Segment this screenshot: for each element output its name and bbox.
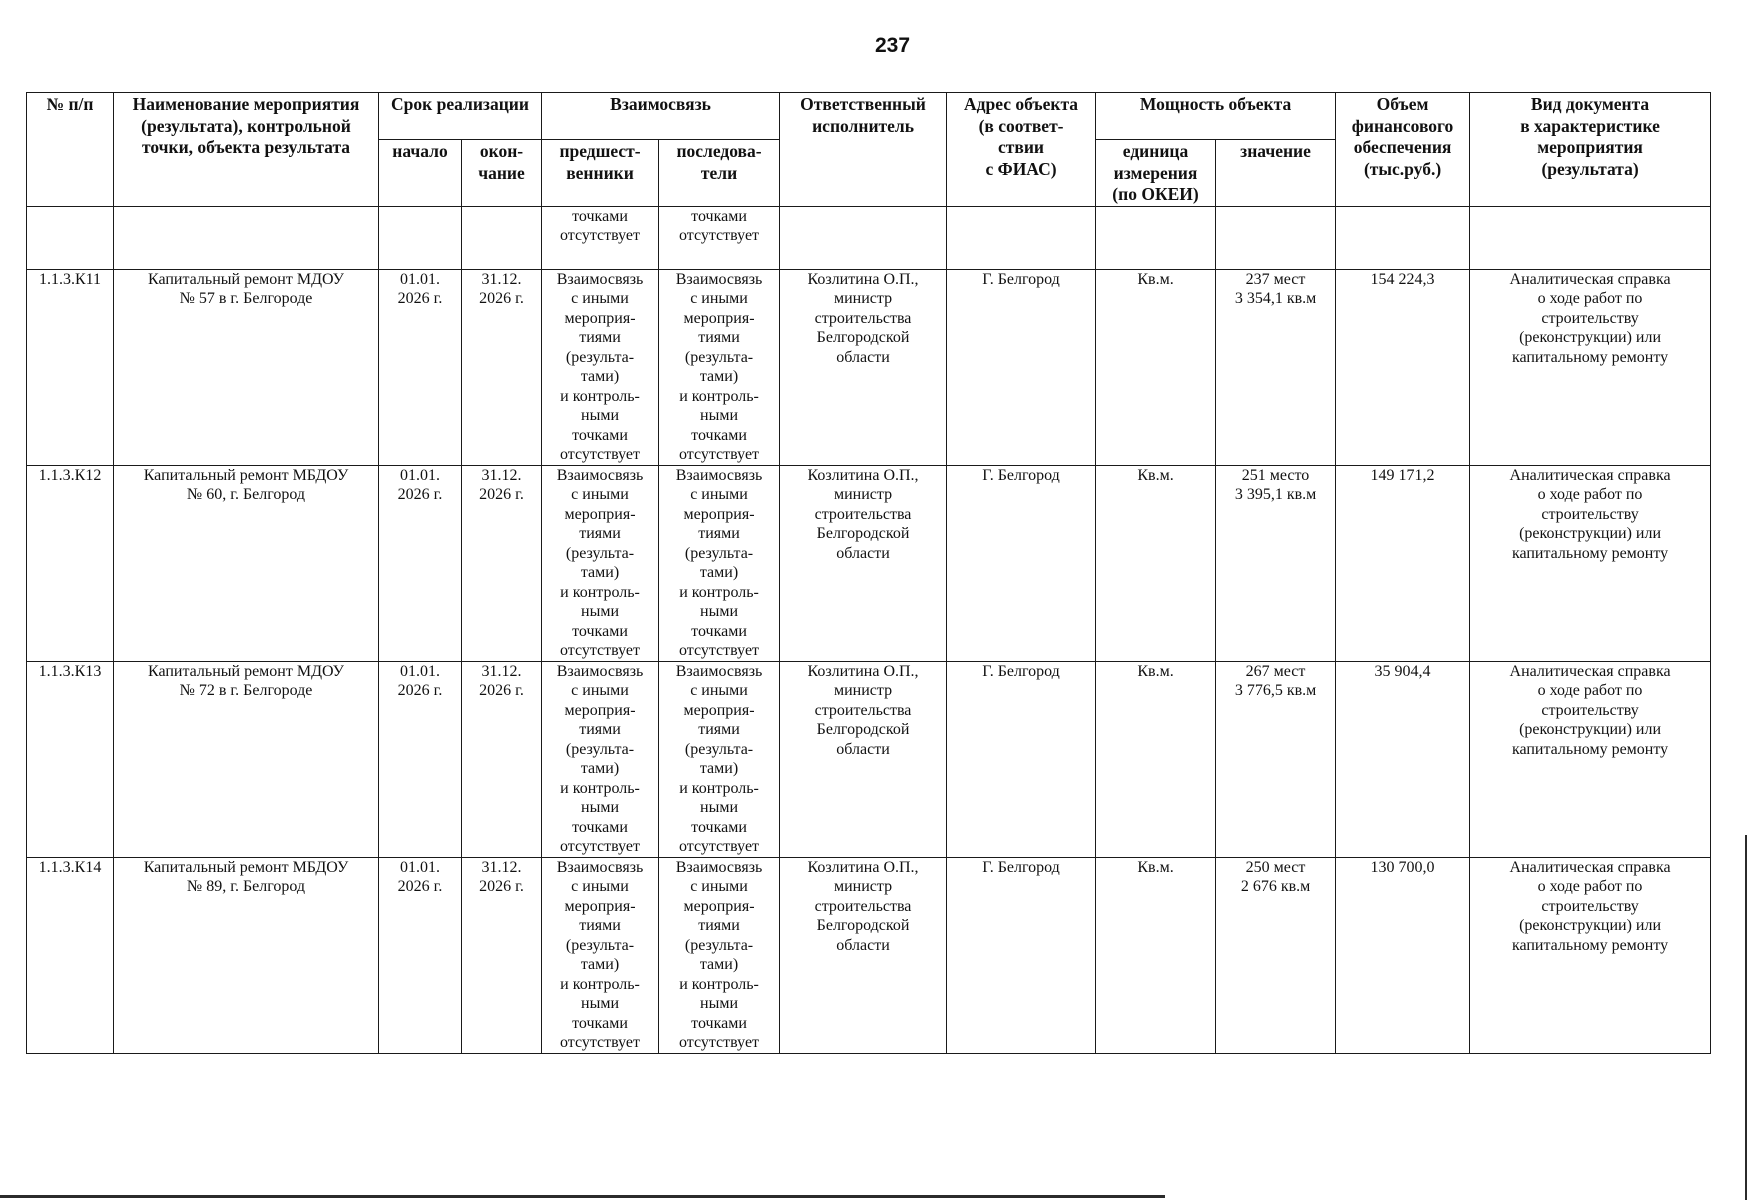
row-name: Капитальный ремонт МБДОУ № 60, г. Белгород bbox=[114, 465, 379, 661]
row-executor: Козлитина О.П., министр строительства Белгородской области bbox=[780, 465, 947, 661]
row-doc: Аналитическая справка о ходе работ по строительству (реконструкции) или капитальному ремонту bbox=[1470, 465, 1711, 661]
row-executor: Козлитина О.П., министр строительства Белгородской области bbox=[780, 269, 947, 465]
header-period-start: начало bbox=[379, 140, 462, 207]
row-address: Г. Белгород bbox=[947, 661, 1096, 857]
row-value: 267 мест 3 776,5 кв.м bbox=[1216, 661, 1336, 857]
row-name: Капитальный ремонт МДОУ № 57 в г. Белгороде bbox=[114, 269, 379, 465]
table-row bbox=[27, 465, 1711, 661]
header-relation: Взаимосвязь bbox=[542, 93, 780, 140]
plan-table bbox=[26, 92, 1711, 1054]
header-name: Наименование мероприятия (результата), контрольной точки, объекта результата bbox=[114, 93, 379, 207]
row-doc: Аналитическая справка о ходе работ по строительству (реконструкции) или капитальному ремонту bbox=[1470, 857, 1711, 1053]
row-unit: Кв.м. bbox=[1096, 661, 1216, 857]
header-executor: Ответственный исполнитель bbox=[780, 93, 947, 207]
row-next: Взаимосвязь с иными мероприя- тиями (результа- тами) и контроль- ными точками отсутствует bbox=[659, 269, 780, 465]
header-num: № п/п bbox=[27, 93, 114, 207]
row-next: Взаимосвязь с иными мероприя- тиями (результа- тами) и контроль- ными точками отсутствует bbox=[659, 661, 780, 857]
header-doc-type: Вид документа в характеристике мероприятия (результата) bbox=[1470, 93, 1711, 207]
row-start: 01.01. 2026 г. bbox=[379, 465, 462, 661]
row-name: Капитальный ремонт МДОУ № 72 в г. Белгороде bbox=[114, 661, 379, 857]
row-prev: Взаимосвязь с иными мероприя- тиями (результа- тами) и контроль- ными точками отсутствует bbox=[542, 857, 659, 1053]
row-code: 1.1.3.К12 bbox=[27, 465, 114, 661]
row-unit: Кв.м. bbox=[1096, 857, 1216, 1053]
row-start: 01.01. 2026 г. bbox=[379, 269, 462, 465]
row-next: Взаимосвязь с иными мероприя- тиями (результа- тами) и контроль- ными точками отсутствует bbox=[659, 857, 780, 1053]
row-executor: Козлитина О.П., министр строительства Белгородской области bbox=[780, 661, 947, 857]
header-finance: Объем финансового обеспечения (тыс.руб.) bbox=[1336, 93, 1470, 207]
row-address: Г. Белгород bbox=[947, 857, 1096, 1053]
table-body bbox=[27, 206, 1711, 1053]
header-address: Адрес объекта (в соответ- ствии с ФИАС) bbox=[947, 93, 1096, 207]
row-end: 31.12. 2026 г. bbox=[462, 857, 542, 1053]
continuation-row bbox=[27, 206, 1711, 269]
row-executor: Козлитина О.П., министр строительства Белгородской области bbox=[780, 857, 947, 1053]
table-row bbox=[27, 269, 1711, 465]
row-start: 01.01. 2026 г. bbox=[379, 661, 462, 857]
row-start: 01.01. 2026 г. bbox=[379, 857, 462, 1053]
row-value: 251 место 3 395,1 кв.м bbox=[1216, 465, 1336, 661]
scan-edge-line-bottom bbox=[0, 1195, 1165, 1198]
row-doc: Аналитическая справка о ходе работ по строительству (реконструкции) или капитальному ремонту bbox=[1470, 269, 1711, 465]
row-unit: Кв.м. bbox=[1096, 465, 1216, 661]
row-finance: 35 904,4 bbox=[1336, 661, 1470, 857]
header-period-end: окон- чание bbox=[462, 140, 542, 207]
row-code: 1.1.3.К13 bbox=[27, 661, 114, 857]
row-code: 1.1.3.К14 bbox=[27, 857, 114, 1053]
row-finance: 149 171,2 bbox=[1336, 465, 1470, 661]
row-value: 250 мест 2 676 кв.м bbox=[1216, 857, 1336, 1053]
row-end: 31.12. 2026 г. bbox=[462, 269, 542, 465]
table-row bbox=[27, 661, 1711, 857]
row-next: Взаимосвязь с иными мероприя- тиями (результа- тами) и контроль- ными точками отсутствует bbox=[659, 465, 780, 661]
table-header bbox=[27, 93, 1711, 207]
continuation-next: точками отсутствует bbox=[659, 206, 780, 269]
row-value: 237 мест 3 354,1 кв.м bbox=[1216, 269, 1336, 465]
row-finance: 130 700,0 bbox=[1336, 857, 1470, 1053]
continuation-prev: точками отсутствует bbox=[542, 206, 659, 269]
row-finance: 154 224,3 bbox=[1336, 269, 1470, 465]
row-name: Капитальный ремонт МБДОУ № 89, г. Белгород bbox=[114, 857, 379, 1053]
header-capacity-unit: единица измерения (по ОКЕИ) bbox=[1096, 140, 1216, 207]
row-end: 31.12. 2026 г. bbox=[462, 465, 542, 661]
header-period: Срок реализации bbox=[379, 93, 542, 140]
row-end: 31.12. 2026 г. bbox=[462, 661, 542, 857]
row-address: Г. Белгород bbox=[947, 269, 1096, 465]
table-row bbox=[27, 857, 1711, 1053]
header-capacity-value: значение bbox=[1216, 140, 1336, 207]
row-prev: Взаимосвязь с иными мероприя- тиями (результа- тами) и контроль- ными точками отсутствует bbox=[542, 465, 659, 661]
header-relation-next: последова- тели bbox=[659, 140, 780, 207]
scan-edge-line-right bbox=[1745, 835, 1747, 1200]
row-prev: Взаимосвязь с иными мероприя- тиями (результа- тами) и контроль- ными точками отсутствует bbox=[542, 269, 659, 465]
header-relation-prev: предшест- венники bbox=[542, 140, 659, 207]
row-code: 1.1.3.К11 bbox=[27, 269, 114, 465]
row-prev: Взаимосвязь с иными мероприя- тиями (результа- тами) и контроль- ными точками отсутствует bbox=[542, 661, 659, 857]
header-capacity: Мощность объекта bbox=[1096, 93, 1336, 140]
row-address: Г. Белгород bbox=[947, 465, 1096, 661]
page-number: 237 bbox=[874, 34, 911, 57]
row-unit: Кв.м. bbox=[1096, 269, 1216, 465]
row-doc: Аналитическая справка о ходе работ по строительству (реконструкции) или капитальному ремонту bbox=[1470, 661, 1711, 857]
